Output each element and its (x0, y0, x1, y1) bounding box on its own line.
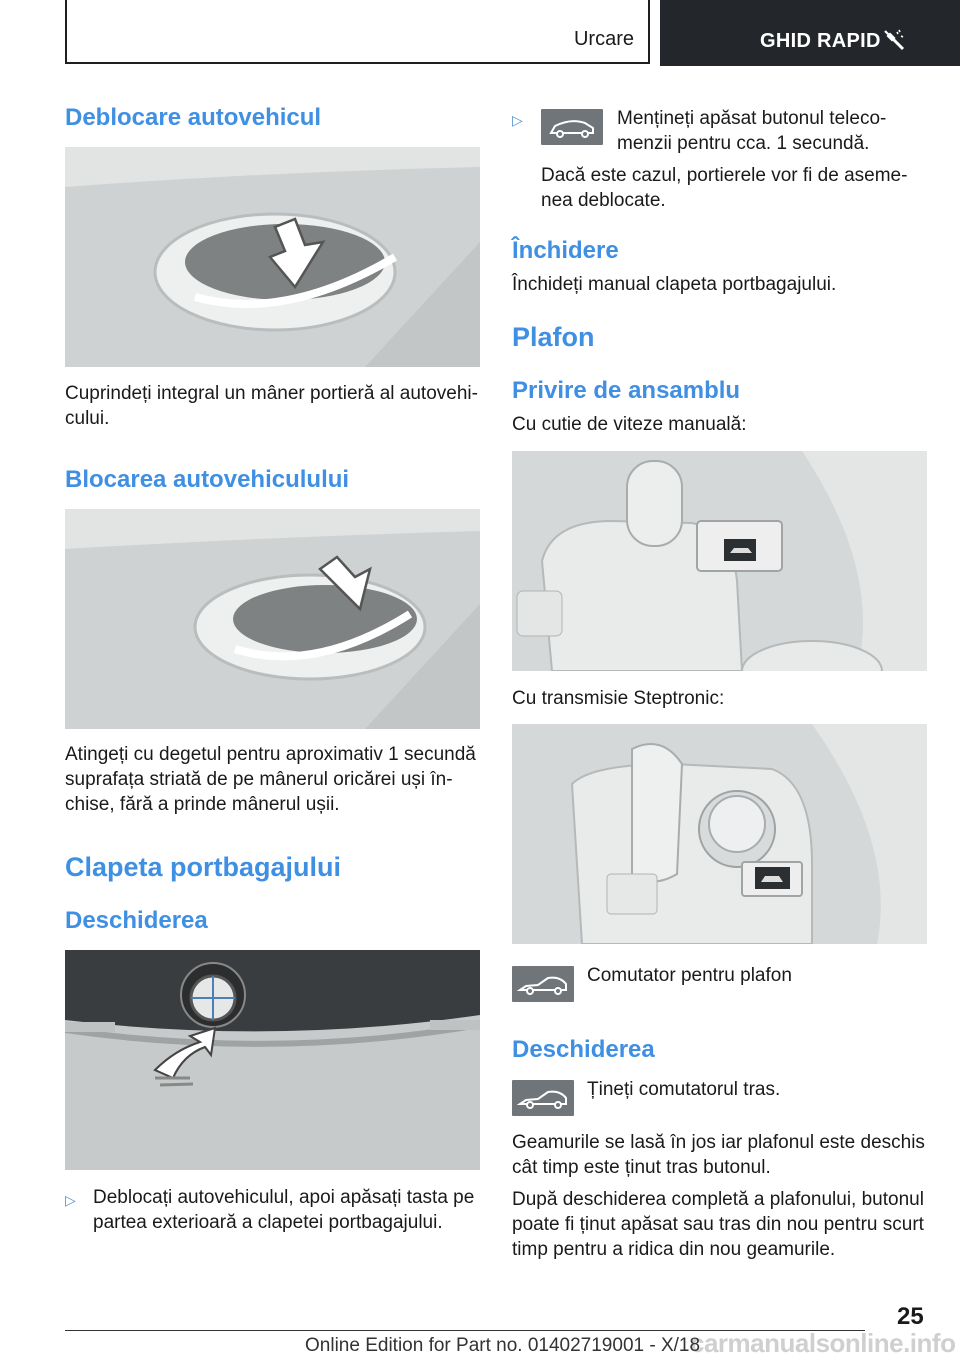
unlock-title: Deblocare autovehicul (65, 104, 322, 131)
unlock-text: Cuprindeți integral un mâner portieră al autovehi-cului. (65, 383, 478, 429)
remote-trunk-button-icon (541, 109, 603, 145)
steptronic-console-image (512, 724, 927, 944)
close-text: Închideți manual clapeta portbagajului. (512, 274, 837, 295)
remote-step-text: Mențineți apăsat butonul teleco-menzii pentru cca. 1 secundă. (617, 108, 887, 154)
remote-note-text: Dacă este cazul, portierele vor fi de aseme-nea deblocate. (541, 165, 908, 211)
manual-console-image (512, 451, 927, 671)
quick-guide-label: GHID RAPID (760, 30, 881, 52)
bullet-marker: ▷ (65, 1192, 76, 1208)
lock-text: Atingeți cu degetul pentru aproximativ 1 secundă suprafața striată de pe mânerul oricărei uși în-chise, fără a prinde mânerul ușii. (65, 744, 476, 815)
roof-title: Plafon (512, 322, 595, 352)
key-wand-icon (882, 28, 906, 52)
trunk-step-text: Deblocați autovehiculul, apoi apăsați tasta pe partea exterioară a clapetei portbagajului. (93, 1187, 475, 1233)
lock-title: Blocarea autovehiculului (65, 466, 350, 493)
close-title: Închidere (512, 237, 619, 264)
door-handle-unlock-image (65, 147, 480, 367)
section-title: Urcare (573, 28, 634, 50)
trunk-button-image (65, 950, 480, 1170)
convertible-switch-icon (512, 966, 574, 1002)
roof-open-title: Deschiderea (512, 1036, 655, 1063)
after-open-text: După deschiderea completă a plafonului, butonul poate fi ținut apăsat sau tras din nou pentru scurt timp pentru a ridica din nou geamurile. (512, 1189, 924, 1260)
footer-edition: Online Edition for Part no. 01402719001 - X/18 (305, 1335, 701, 1356)
header-section-box (65, 0, 650, 64)
manual-caption: Cu cutie de viteze manuală: (512, 414, 747, 435)
steptronic-caption: Cu transmisie Steptronic: (512, 688, 725, 709)
convertible-switch-icon (512, 1080, 574, 1116)
trunk-title: Clapeta portbagajului (65, 852, 342, 882)
page-number: 25 (897, 1303, 924, 1330)
overview-title: Privire de ansamblu (512, 377, 741, 404)
trunk-open-title: Deschiderea (65, 907, 208, 934)
bullet-marker: ▷ (512, 112, 523, 128)
quick-guide-tab[interactable] (660, 0, 960, 66)
hold-switch-text: Țineți comutatorul tras. (587, 1079, 781, 1100)
watermark: carmanualsonline.info (690, 1328, 956, 1358)
door-handle-lock-image (65, 509, 480, 729)
switch-label: Comutator pentru plafon (587, 965, 792, 986)
windows-text: Geamurile se lasă în jos iar plafonul este deschis cât timp este ținut tras butonul. (512, 1132, 925, 1178)
